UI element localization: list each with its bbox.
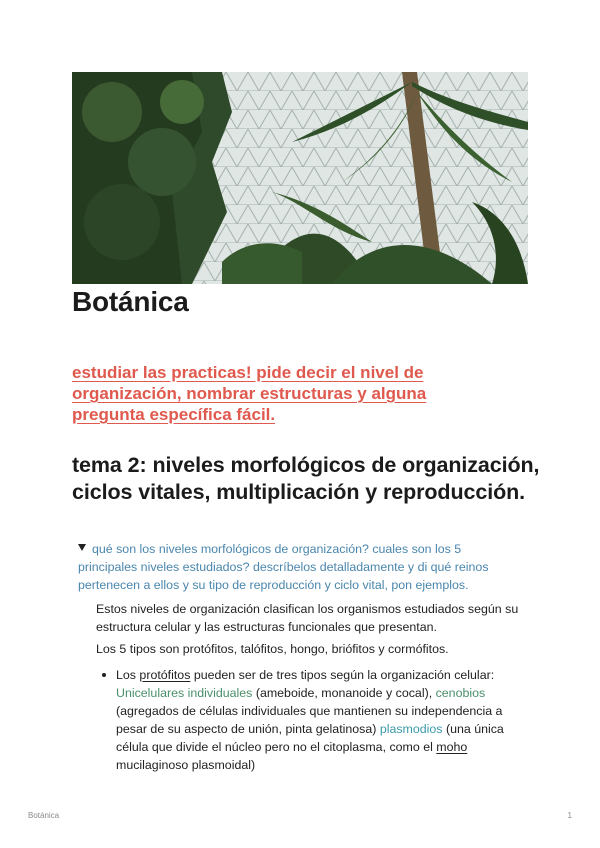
list-item bbox=[102, 666, 520, 774]
term-cenobios: cenobios bbox=[435, 686, 486, 700]
list-item-text bbox=[116, 666, 520, 774]
term-unicelulares: Unicelulares individuales bbox=[116, 686, 253, 700]
text-run: pueden ser de tres tipos según la organización celular: bbox=[190, 668, 495, 682]
text-run: mucilaginoso plasmoidal) bbox=[116, 758, 256, 772]
cover-image bbox=[72, 72, 528, 284]
toggle-block[interactable] bbox=[78, 540, 518, 594]
text-run: (agregados de células individuales que mantienen su independencia a pesar de su aspecto de unión, pinta gelatinosa) bbox=[116, 704, 503, 736]
paragraph-types: Los 5 tipos son protófitos, talófitos, hongo, briófitos y cormófitos. bbox=[96, 642, 449, 656]
term-protofitos: protófitos bbox=[139, 668, 191, 682]
triangle-down-icon[interactable] bbox=[78, 544, 86, 551]
callout-note-text: estudiar las practicas! pide decir el nivel de organización, nombrar estructuras y alguna pregunta específica fácil. bbox=[72, 363, 427, 424]
page-title: Botánica bbox=[72, 286, 189, 317]
text-run: (una única célula que divide el núcleo pero no el citoplasma, como el bbox=[116, 722, 504, 754]
term-plasmodios: plasmodios bbox=[379, 722, 443, 736]
toggle-question: qué son los niveles morfológicos de organización? cuales son los 5 principales niveles estudiados? descríbelos detalladamente y di qué reinos pertenecen a ellos y su tipo de reproducción y ciclo vital, pon ejemplos. bbox=[78, 542, 489, 592]
text-run: (ameboide, monanoide y cocal), bbox=[252, 686, 436, 700]
page-number: 1 bbox=[567, 811, 572, 820]
text-run: Los bbox=[116, 668, 140, 682]
footer-title: Botánica bbox=[28, 811, 60, 820]
paragraph-definition: Estos niveles de organización clasifican los organismos estudiados según su estructura celular y las estructuras funcionales que presentan. bbox=[96, 602, 519, 634]
bullet-dot-icon bbox=[102, 673, 106, 677]
term-moho: moho bbox=[436, 740, 468, 754]
section-heading: tema 2: niveles morfológicos de organización, ciclos vitales, multiplicación y reproducción. bbox=[72, 453, 540, 504]
greenhouse-dome-illustration bbox=[72, 72, 528, 284]
callout-note bbox=[72, 362, 472, 425]
